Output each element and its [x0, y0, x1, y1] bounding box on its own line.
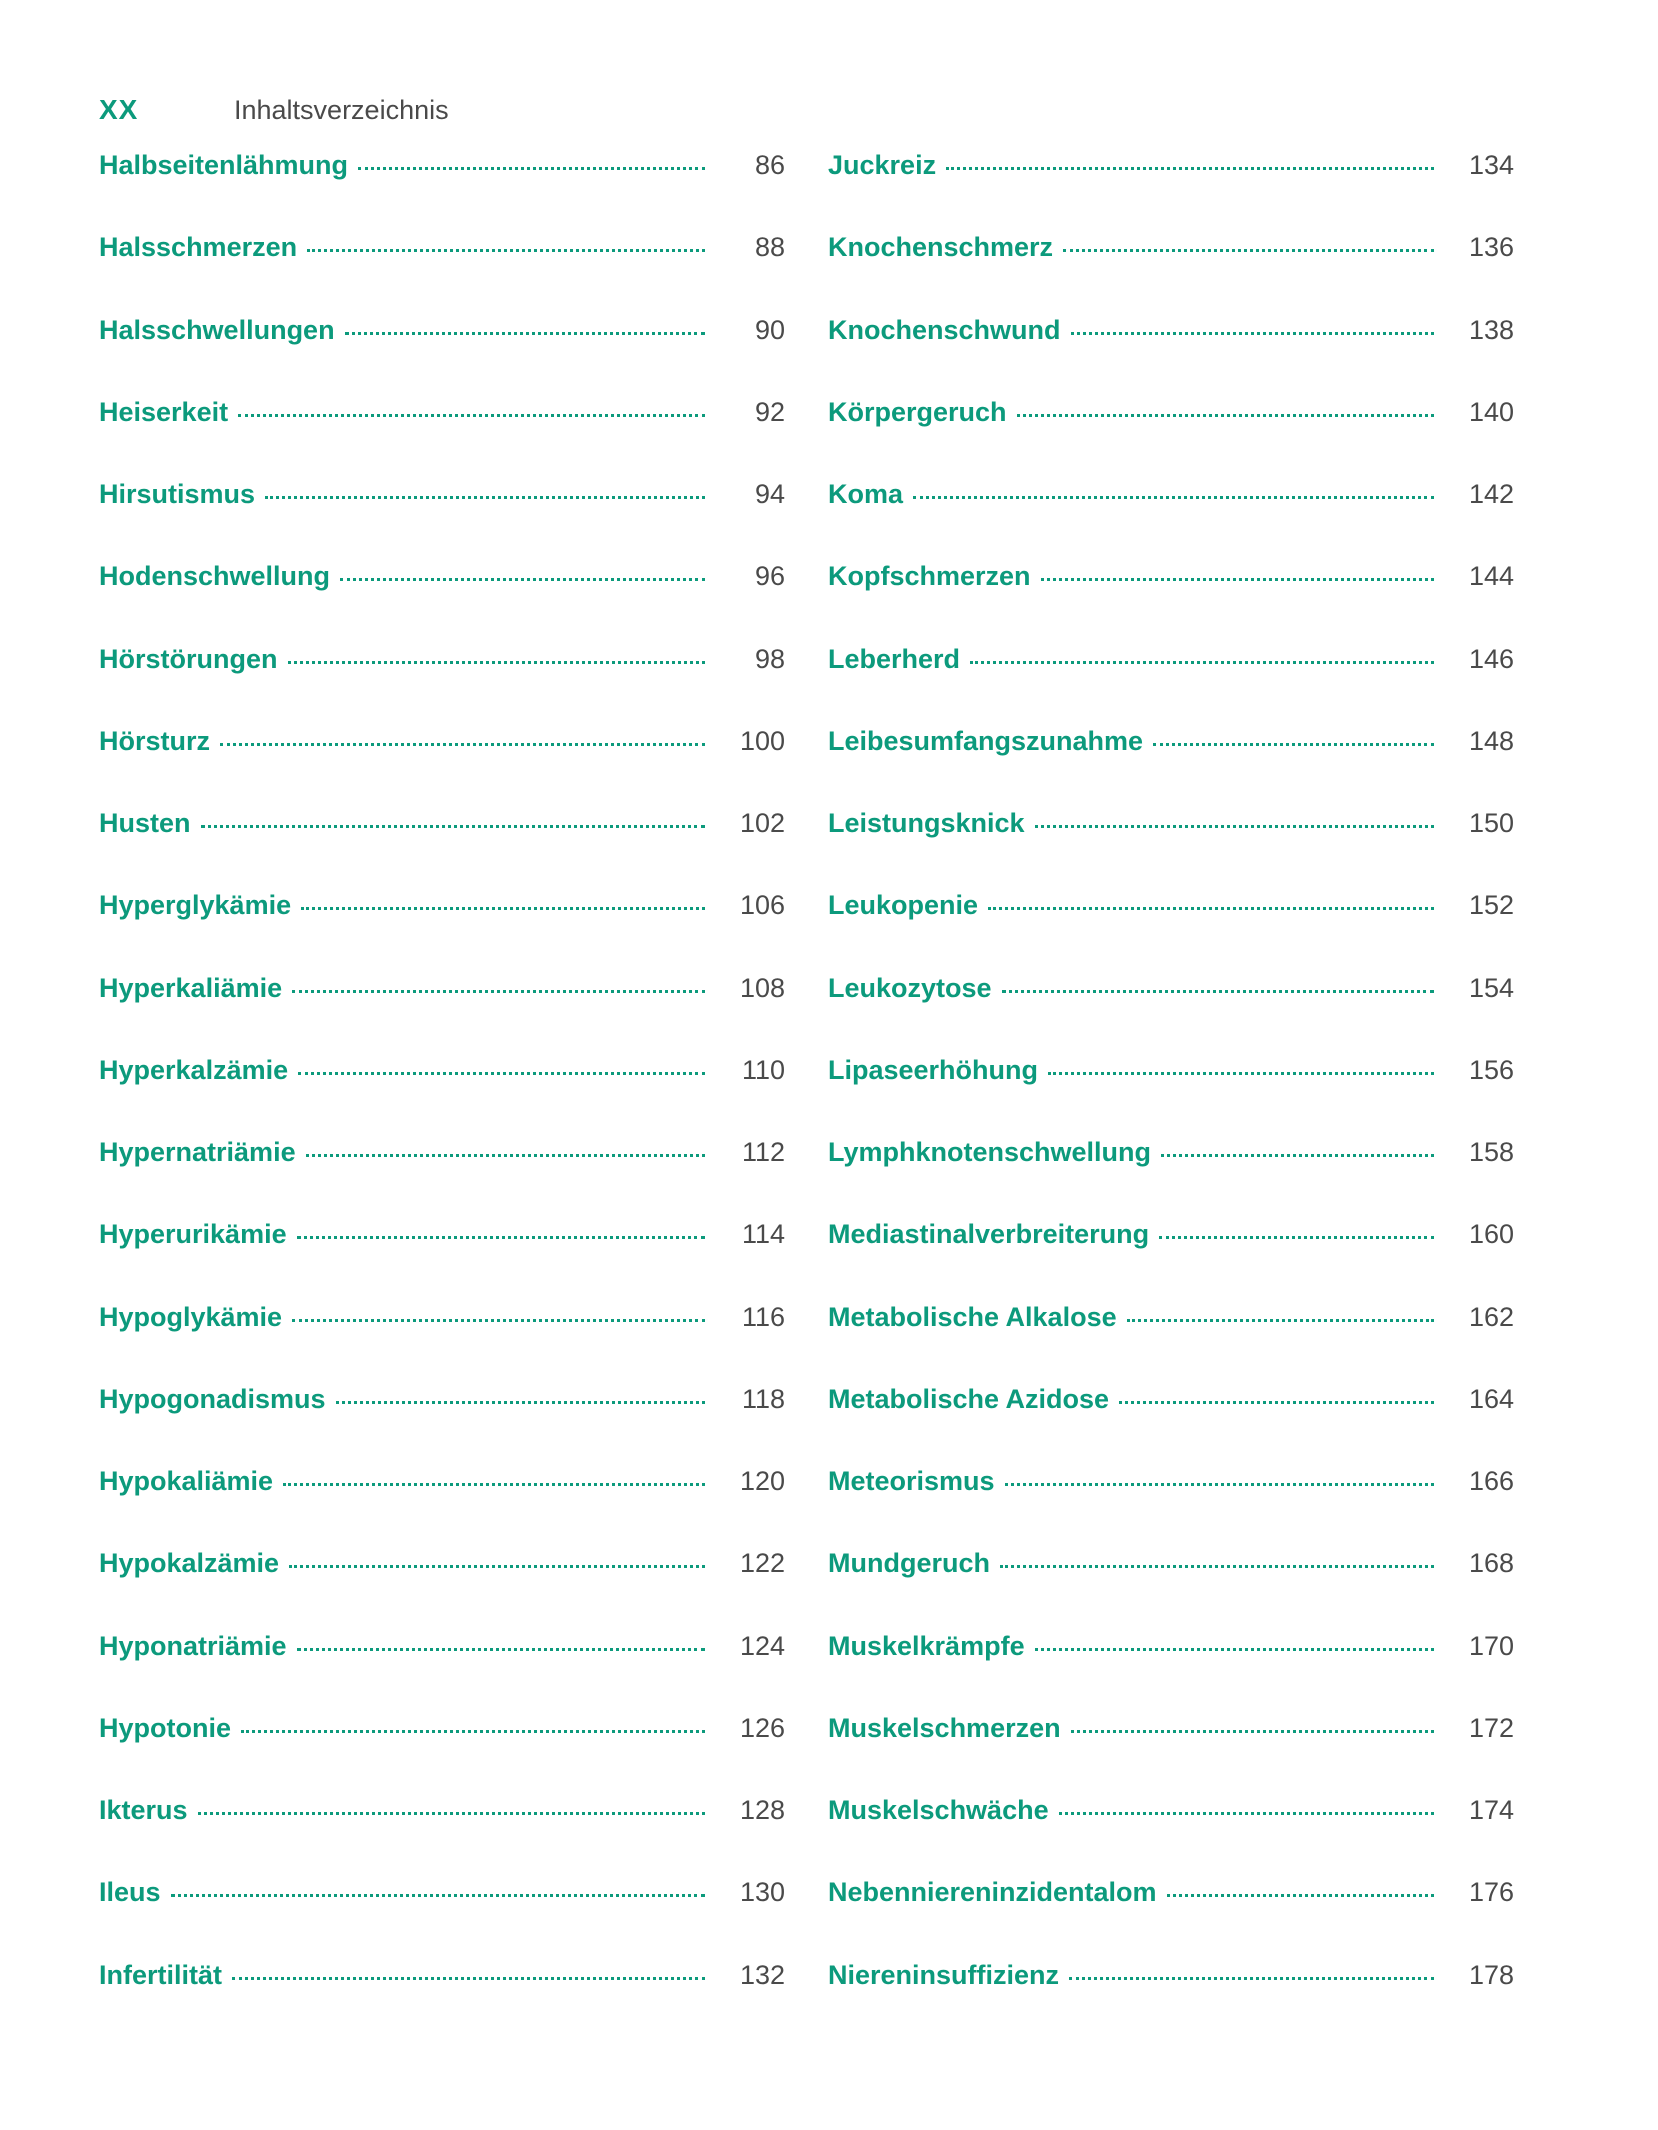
toc-entry-title: Hyponatriämie [99, 1630, 287, 1661]
toc-entry-title: Mediastinalverbreiterung [828, 1219, 1150, 1250]
toc-entry[interactable] [828, 890, 1514, 972]
toc-entry[interactable] [828, 1795, 1514, 1877]
dot-leader [1002, 990, 1434, 993]
toc-entry-title: Hypokaliämie [99, 1466, 274, 1496]
toc-entry-title: Infertilität [99, 1959, 223, 1990]
toc-entry-page-number: 160 [1468, 1219, 1514, 1250]
dot-leader [298, 1072, 705, 1075]
toc-entry-page-number: 98 [754, 643, 785, 674]
dot-leader [283, 1483, 705, 1486]
dot-leader [238, 414, 705, 417]
dot-leader [1127, 1319, 1434, 1322]
toc-entry-title: Muskelschmerzen [828, 1712, 1061, 1743]
dot-leader [307, 249, 705, 252]
dot-leader [201, 825, 705, 828]
toc-entry[interactable] [828, 1548, 1514, 1630]
toc-entry-page-number: 100 [739, 725, 785, 756]
dot-leader [1048, 1072, 1434, 1075]
toc-entry[interactable] [99, 1466, 785, 1548]
toc-entry[interactable] [828, 479, 1514, 561]
toc-entry-title: Halbseitenlähmung [99, 150, 349, 180]
toc-entry-title: Hodenschwellung [99, 561, 331, 592]
toc-entry-page-number: 102 [739, 808, 785, 838]
toc-entry-title: Halsschwellungen [99, 314, 335, 345]
toc-entry[interactable] [99, 1384, 785, 1466]
toc-entry[interactable] [99, 1631, 785, 1713]
toc-entry[interactable] [99, 315, 785, 397]
dot-leader [1069, 1977, 1434, 1980]
toc-entry[interactable] [99, 1795, 785, 1877]
toc-entry-page-number: 162 [1468, 1301, 1514, 1332]
toc-entry-title: Hypokalzämie [99, 1548, 280, 1579]
page-header [99, 94, 449, 134]
toc-entry-title: Leibesumfangszunahme [828, 725, 1144, 756]
toc-entry-page-number: 168 [1468, 1548, 1514, 1579]
toc-entry[interactable] [828, 561, 1514, 643]
dot-leader [1041, 578, 1434, 581]
toc-entry[interactable] [828, 1631, 1514, 1713]
toc-entry-title: Niereninsuffizienz [828, 1959, 1060, 1990]
dot-leader [288, 661, 706, 664]
toc-entry-page-number: 146 [1468, 643, 1514, 674]
toc-entry-page-number: 116 [741, 1301, 785, 1332]
toc-entry-title: Nebenniereninzidentalom [828, 1877, 1157, 1908]
toc-entry[interactable] [99, 150, 785, 232]
toc-entry-page-number: 90 [754, 314, 785, 345]
toc-entry[interactable] [99, 479, 785, 561]
toc-entry[interactable] [828, 150, 1514, 232]
dot-leader [265, 496, 705, 499]
toc-entry-page-number: 122 [739, 1548, 785, 1579]
toc-entry-page-number: 126 [739, 1712, 785, 1743]
toc-entry-title: Lymphknotenschwellung [828, 1137, 1152, 1167]
dot-leader [946, 167, 1434, 170]
toc-entry[interactable] [828, 726, 1514, 808]
dot-leader [1035, 1648, 1434, 1651]
toc-entry-page-number: 94 [754, 479, 785, 509]
dot-leader [232, 1977, 705, 1980]
toc-entry[interactable] [99, 1713, 785, 1795]
toc-entry-page-number: 174 [1468, 1795, 1514, 1825]
toc-entry-title: Leistungsknick [828, 808, 1025, 838]
toc-entry[interactable] [828, 644, 1514, 726]
toc-entry-page-number: 142 [1468, 479, 1514, 509]
dot-leader [1035, 825, 1434, 828]
dot-leader [1119, 1401, 1434, 1404]
toc-entry-title: Hörsturz [99, 725, 211, 756]
toc-entry[interactable] [99, 726, 785, 808]
toc-entry[interactable] [828, 1219, 1514, 1301]
toc-entry-page-number: 148 [1468, 725, 1514, 756]
toc-entry-title: Leberherd [828, 643, 961, 674]
dot-leader [358, 167, 705, 170]
toc-entry-title: Heiserkeit [99, 396, 229, 427]
toc-entry-page-number: 178 [1468, 1959, 1514, 1990]
toc-entry-title: Hyperkaliämie [99, 972, 283, 1003]
toc-entry-title: Ileus [99, 1877, 161, 1908]
toc-entry-title: Hörstörungen [99, 643, 278, 674]
toc-entry-page-number: 92 [754, 396, 785, 427]
toc-entry-title: Hyperglykämie [99, 890, 292, 921]
dot-leader [301, 907, 705, 910]
toc-entry-title: Hypogonadismus [99, 1383, 326, 1414]
toc-entry[interactable] [99, 1548, 785, 1630]
page-number: XX [99, 94, 139, 125]
toc-entry-page-number: 176 [1468, 1877, 1514, 1908]
toc-entry[interactable] [99, 1302, 785, 1384]
dot-leader [1153, 743, 1434, 746]
toc-entry[interactable] [99, 973, 785, 1055]
dot-leader [1071, 1730, 1434, 1733]
toc-entry-title: Leukopenie [828, 890, 979, 921]
toc-entry[interactable] [99, 890, 785, 972]
toc-entry[interactable] [99, 561, 785, 643]
dot-leader [988, 907, 1434, 910]
toc-entry[interactable] [99, 1055, 785, 1137]
toc-entry[interactable] [99, 1137, 785, 1219]
dot-leader [1159, 1236, 1434, 1239]
toc-entry-title: Metabolische Azidose [828, 1383, 1110, 1414]
toc-entry-page-number: 86 [754, 150, 785, 180]
toc-entry-page-number: 156 [1468, 1054, 1514, 1085]
dot-leader [1167, 1894, 1434, 1897]
toc-entry-title: Ikterus [99, 1795, 188, 1825]
toc-entry-title: Husten [99, 808, 191, 838]
toc-entry-page-number: 124 [739, 1630, 785, 1661]
dot-leader [306, 1154, 705, 1157]
toc-entry-page-number: 130 [739, 1877, 785, 1908]
toc-entry-page-number: 88 [754, 232, 785, 263]
toc-entry-page-number: 110 [741, 1054, 785, 1085]
toc-entry[interactable] [99, 644, 785, 726]
toc-entry-page-number: 152 [1468, 890, 1514, 921]
toc-entry[interactable] [828, 973, 1514, 1055]
dot-leader [292, 990, 705, 993]
dot-leader [220, 743, 705, 746]
toc-entry[interactable] [828, 397, 1514, 479]
toc-entry[interactable] [828, 808, 1514, 890]
toc-column-right [828, 150, 1514, 2042]
dot-leader [297, 1236, 705, 1239]
toc-entry[interactable] [828, 1302, 1514, 1384]
toc-entry-page-number: 170 [1468, 1630, 1514, 1661]
toc-entry-title: Hypernatriämie [99, 1137, 296, 1167]
dot-leader [292, 1319, 705, 1322]
toc-entry[interactable] [828, 1960, 1514, 2042]
running-title: Inhaltsverzeichnis [234, 95, 449, 125]
dot-leader [241, 1730, 705, 1733]
toc-entry[interactable] [828, 1877, 1514, 1959]
dot-leader [198, 1812, 705, 1815]
dot-leader [1071, 332, 1434, 335]
toc-entry[interactable] [828, 315, 1514, 397]
toc-entry-title: Hypoglykämie [99, 1301, 283, 1332]
dot-leader [336, 1401, 705, 1404]
dot-leader [1059, 1812, 1434, 1815]
dot-leader [913, 496, 1434, 499]
toc-entry-title: Körpergeruch [828, 396, 1007, 427]
toc-entry[interactable] [99, 397, 785, 479]
toc-entry-page-number: 136 [1468, 232, 1514, 263]
toc-entry-page-number: 106 [739, 890, 785, 921]
toc-entry-page-number: 150 [1468, 808, 1514, 838]
dot-leader [340, 578, 705, 581]
toc-entry-title: Leukozytose [828, 972, 992, 1003]
toc-entry-page-number: 118 [741, 1383, 785, 1414]
toc-entry[interactable] [99, 1960, 785, 2042]
toc-entry-title: Hypotonie [99, 1712, 231, 1743]
toc-entry-page-number: 132 [739, 1959, 785, 1990]
toc-entry-title: Mundgeruch [828, 1548, 990, 1579]
dot-leader [1000, 1565, 1434, 1568]
toc-entry-title: Muskelschwäche [828, 1795, 1049, 1825]
dot-leader [1063, 249, 1434, 252]
toc-entry-page-number: 172 [1468, 1712, 1514, 1743]
toc-entry[interactable] [828, 1713, 1514, 1795]
toc-entry-page-number: 108 [739, 972, 785, 1003]
toc-entry-page-number: 114 [741, 1219, 785, 1250]
toc-entry-title: Knochenschwund [828, 314, 1061, 345]
toc-entry-page-number: 112 [741, 1137, 785, 1167]
toc-entry-title: Knochenschmerz [828, 232, 1054, 263]
dot-leader [297, 1648, 705, 1651]
toc-entry[interactable] [828, 232, 1514, 314]
toc-entry[interactable] [828, 1137, 1514, 1219]
toc-entry-page-number: 140 [1468, 396, 1514, 427]
dot-leader [289, 1565, 705, 1568]
dot-leader [970, 661, 1434, 664]
toc-entry[interactable] [828, 1384, 1514, 1466]
dot-leader [345, 332, 705, 335]
toc-column-left [99, 150, 785, 2042]
toc-entry-page-number: 120 [739, 1466, 785, 1496]
toc-entry-page-number: 96 [754, 561, 785, 592]
toc-entry-title: Koma [828, 479, 904, 509]
toc-entry[interactable] [99, 232, 785, 314]
dot-leader [1005, 1483, 1434, 1486]
toc-entry-page-number: 144 [1468, 561, 1514, 592]
toc-entry-page-number: 166 [1468, 1466, 1514, 1496]
toc-entry-page-number: 164 [1468, 1383, 1514, 1414]
toc-entry-page-number: 134 [1468, 150, 1514, 180]
toc-entry-title: Muskelkrämpfe [828, 1630, 1025, 1661]
toc-entry-page-number: 138 [1468, 314, 1514, 345]
toc-entry[interactable] [99, 1877, 785, 1959]
toc-entry[interactable] [99, 1219, 785, 1301]
toc-entry[interactable] [99, 808, 785, 890]
toc-entry-title: Lipaseerhöhung [828, 1054, 1039, 1085]
toc-entry-page-number: 158 [1468, 1137, 1514, 1167]
toc-entry-title: Halsschmerzen [99, 232, 298, 263]
toc-entry-page-number: 128 [739, 1795, 785, 1825]
toc-entry-title: Hyperurikämie [99, 1219, 287, 1250]
toc-entry-page-number: 154 [1468, 972, 1514, 1003]
toc-entry-title: Hyperkalzämie [99, 1054, 289, 1085]
dot-leader [1017, 414, 1434, 417]
toc-entry-title: Meteorismus [828, 1466, 995, 1496]
toc-entry-title: Hirsutismus [99, 479, 256, 509]
toc-entry-title: Metabolische Alkalose [828, 1301, 1117, 1332]
dot-leader [1161, 1154, 1434, 1157]
toc-entry-title: Kopfschmerzen [828, 561, 1031, 592]
toc-entry[interactable] [828, 1055, 1514, 1137]
toc-entry-title: Juckreiz [828, 150, 937, 180]
toc-entry[interactable] [828, 1466, 1514, 1548]
dot-leader [171, 1894, 705, 1897]
